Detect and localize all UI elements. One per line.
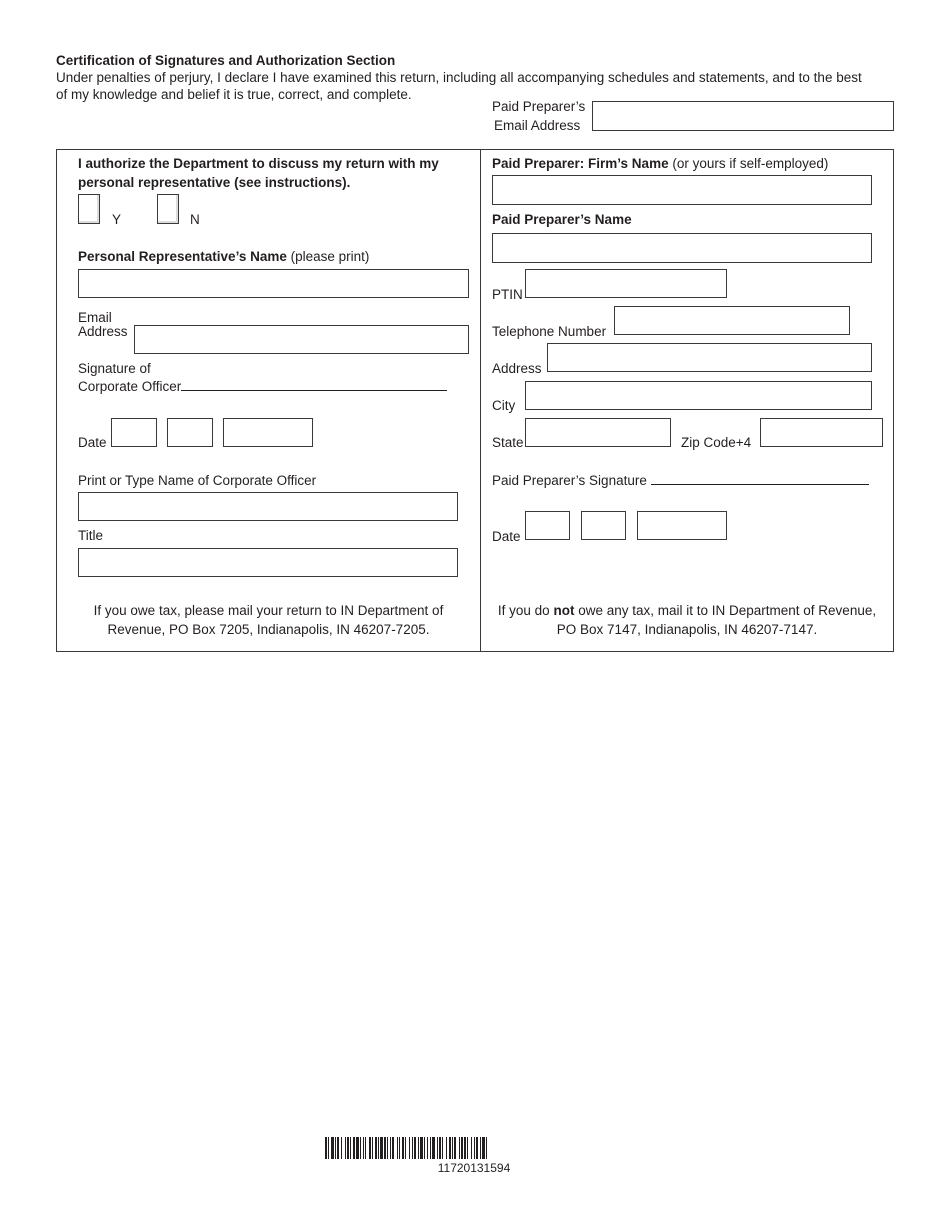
officer-date-day[interactable] [167, 418, 213, 447]
barcode-bar [409, 1137, 410, 1159]
barcode-bar [439, 1137, 441, 1159]
mail-right-text-b: owe any tax, mail it to IN Department of Revenue, [574, 603, 877, 618]
mail-instruction-right-1 [481, 601, 893, 620]
barcode-bar [437, 1137, 438, 1159]
ptin-label: PTIN [492, 287, 523, 302]
mail-instruction-right-2: PO Box 7147, Indianapolis, IN 46207-7147. [556, 622, 818, 637]
barcode-bar [375, 1137, 377, 1159]
barcode-bar [446, 1137, 447, 1159]
signature-label-2 [78, 378, 447, 395]
barcode-bar [350, 1137, 351, 1159]
no-label: N [190, 212, 200, 227]
barcode-bar [387, 1137, 388, 1159]
mail-instruction-left-2: Revenue, PO Box 7205, Indianapolis, IN 46207-7205. [107, 622, 430, 637]
barcode-bar [449, 1137, 451, 1159]
barcode-bar [461, 1137, 463, 1159]
barcode-bar [476, 1137, 478, 1159]
barcode-bar [356, 1137, 359, 1159]
rep-name-label-bold: Personal Representative’s Name [78, 249, 287, 264]
barcode-bar [363, 1137, 364, 1159]
barcode-bar [427, 1137, 428, 1159]
barcode-bar [337, 1137, 339, 1159]
firm-name-input[interactable] [492, 175, 872, 205]
rep-name-label-rest: (please print) [286, 249, 370, 264]
officer-name-input[interactable] [78, 492, 458, 521]
preparer-email-field[interactable] [592, 101, 894, 131]
rep-name-label [78, 248, 369, 265]
officer-name-label: Print or Type Name of Corporate Officer [78, 473, 317, 488]
officer-date-month[interactable] [111, 418, 157, 447]
mail-right-text-a: If you do [497, 603, 554, 618]
barcode-bar [464, 1137, 466, 1159]
barcode-bar [442, 1137, 443, 1159]
barcode-bar [480, 1137, 481, 1159]
rep-email-label-2: Address [78, 324, 128, 339]
zip-label: Zip Code+4 [681, 435, 752, 450]
city-input[interactable] [525, 381, 872, 410]
preparer-address-input[interactable] [547, 343, 872, 372]
barcode-bar [402, 1137, 404, 1159]
section-title: Certification of Signatures and Authorization Section [56, 53, 396, 68]
officer-title-input[interactable] [78, 548, 458, 577]
barcode-number: 11720131594 [437, 1161, 511, 1175]
barcode-bar [424, 1137, 425, 1159]
barcode-bar [335, 1137, 336, 1159]
barcode-bar [482, 1137, 485, 1159]
barcode-bar [365, 1137, 366, 1159]
signature-label-1: Signature of [78, 361, 151, 376]
barcode-bar [405, 1137, 406, 1159]
barcode-bar [369, 1137, 371, 1159]
barcode-bar [384, 1137, 386, 1159]
preparer-name-input[interactable] [492, 233, 872, 263]
rep-email-label-1: Email [78, 310, 112, 325]
preparer-signature-label-text: Paid Preparer’s Signature [492, 473, 647, 488]
preparer-email-label-2: Email Address [494, 118, 581, 133]
barcode-bar [452, 1137, 453, 1159]
officer-date-label: Date [78, 435, 107, 450]
barcode-bar [420, 1137, 423, 1159]
mail-right-text-bold: not [553, 603, 575, 618]
yes-label: Y [112, 212, 122, 227]
authorize-text-2: personal representative (see instructions). [78, 175, 351, 190]
barcode-bar [474, 1137, 475, 1159]
state-input[interactable] [525, 418, 671, 447]
barcode-bar [454, 1137, 456, 1159]
rep-name-input[interactable] [78, 269, 469, 298]
barcode-bar [412, 1137, 413, 1159]
barcode-bar [347, 1137, 349, 1159]
preparer-name-label: Paid Preparer’s Name [492, 212, 632, 227]
barcode-bar [430, 1137, 431, 1159]
preparer-date-day[interactable] [581, 511, 626, 540]
preparer-email-label-1: Paid Preparer’s [492, 99, 586, 114]
barcode-bar [353, 1137, 355, 1159]
barcode-bar [372, 1137, 373, 1159]
telephone-input[interactable] [614, 306, 850, 335]
barcode-bar [392, 1137, 394, 1159]
state-label: State [492, 435, 524, 450]
city-label: City [492, 398, 516, 413]
column-divider [480, 149, 481, 652]
declaration-line-1: Under penalties of perjury, I declare I have examined this return, including all accompanying schedules and statements, and to the best [56, 70, 862, 85]
rep-email-input[interactable] [134, 325, 469, 354]
preparer-address-label: Address [492, 361, 542, 376]
telephone-label: Telephone Number [492, 324, 607, 339]
mail-instruction-left-1: If you owe tax, please mail your return to IN Department of [93, 603, 444, 618]
barcode [325, 1137, 623, 1159]
preparer-date-label: Date [492, 529, 521, 544]
barcode-bar [380, 1137, 383, 1159]
zip-input[interactable] [760, 418, 883, 447]
barcode-bar [341, 1137, 342, 1159]
authorize-no-checkbox[interactable] [157, 194, 179, 224]
officer-date-year[interactable] [223, 418, 313, 447]
barcode-bar [397, 1137, 398, 1159]
barcode-bar [414, 1137, 416, 1159]
barcode-bar [418, 1137, 419, 1159]
barcode-bar [399, 1137, 400, 1159]
firm-name-label-bold: Paid Preparer: Firm’s Name [492, 156, 669, 171]
barcode-bar [328, 1137, 329, 1159]
officer-title-label: Title [78, 528, 104, 543]
preparer-date-year[interactable] [637, 511, 727, 540]
signature-label-2-text: Corporate Officer [78, 379, 182, 394]
barcode-bar [486, 1137, 487, 1159]
barcode-bar [378, 1137, 379, 1159]
firm-name-label [492, 155, 828, 172]
preparer-date-month[interactable] [525, 511, 570, 540]
barcode-bar [459, 1137, 460, 1159]
barcode-bar [471, 1137, 472, 1159]
preparer-signature-line[interactable] [651, 472, 869, 485]
authorize-yes-checkbox[interactable] [78, 194, 100, 224]
firm-name-label-rest: (or yours if self-employed) [668, 156, 829, 171]
barcode-bar [331, 1137, 334, 1159]
barcode-bar [325, 1137, 327, 1159]
barcode-bar [432, 1137, 435, 1159]
preparer-signature-label [492, 472, 869, 489]
officer-signature-line[interactable] [181, 378, 447, 391]
authorize-text-1: I authorize the Department to discuss my return with my [78, 156, 439, 171]
barcode-bar [390, 1137, 391, 1159]
barcode-bar [345, 1137, 346, 1159]
barcode-bar [360, 1137, 361, 1159]
declaration-line-2: of my knowledge and belief it is true, correct, and complete. [56, 87, 412, 102]
ptin-input[interactable] [525, 269, 727, 298]
barcode-bar [467, 1137, 468, 1159]
